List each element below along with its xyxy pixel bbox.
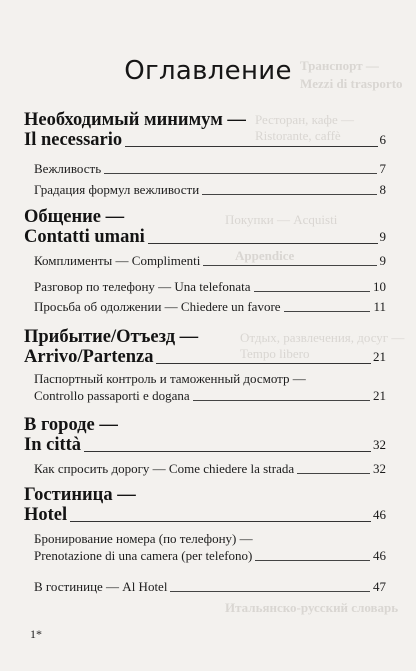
page-number: 8 [379, 182, 386, 197]
toc-entry [34, 278, 386, 295]
ghost-line: Итальянско-русский словарь [225, 600, 399, 615]
toc-entry-text: Просьба об одолжении — Chiedere un favore [34, 299, 281, 314]
toc-entry-line [34, 530, 386, 547]
leader-rule [104, 173, 376, 174]
toc-entry-text: В гостинице — Al Hotel [34, 579, 168, 594]
toc-entry-text: Градация формул вежливости [34, 182, 200, 197]
section-title-row [24, 130, 386, 150]
ghost-line: Покупки — Acquisti [225, 212, 338, 227]
toc-entry [34, 460, 386, 477]
toc-entry-text: Как спросить дорогу — Come chiedere la strada [34, 461, 295, 476]
page-number: 6 [379, 132, 386, 147]
toc-entry-line [34, 547, 386, 564]
section-title-it: Hotel [24, 505, 68, 525]
ghost-line: Отдых, развлечения, досуг — [240, 330, 405, 345]
section-title-row [24, 505, 386, 525]
section-title-row [24, 347, 386, 367]
leader-rule [156, 363, 371, 364]
toc-entry-line [34, 278, 386, 295]
toc-entry-line [34, 181, 386, 198]
leader-rule [284, 311, 371, 312]
toc-entry [34, 530, 386, 564]
page-number: 46 [373, 507, 386, 522]
section-title-it: In città [24, 435, 82, 455]
page-title: Оглавление [124, 56, 292, 86]
signature-mark: 1* [30, 627, 42, 641]
toc-entry [34, 298, 386, 315]
section-heading [24, 110, 386, 150]
toc-entry-line [34, 160, 386, 177]
toc-entry [34, 252, 386, 269]
toc-entry-line [34, 298, 386, 315]
page-number: 32 [373, 437, 386, 452]
leader-rule [202, 194, 376, 195]
leader-rule [148, 243, 378, 244]
page-number: 47 [373, 579, 386, 594]
toc-entry-line [34, 370, 386, 387]
page-number: 7 [379, 161, 386, 176]
section-title-it: Contatti umani [24, 227, 145, 247]
section-title-ru: В городе — [24, 415, 118, 435]
toc-entry-text: Вежливость [34, 161, 102, 176]
ghost-line: Mezzi di trasporto [300, 76, 403, 91]
page-number: 21 [373, 388, 386, 403]
page-number: 10 [373, 279, 386, 294]
page-number: 32 [373, 461, 386, 476]
leader-rule [297, 473, 370, 474]
toc-entry-line [34, 252, 386, 269]
leader-rule [70, 521, 371, 522]
page-number: 9 [379, 229, 386, 244]
ghost-line: Tempo libero [240, 346, 310, 361]
section-heading [24, 485, 386, 525]
toc-entry [34, 578, 386, 595]
leader-rule [170, 591, 370, 592]
toc-entry-line [34, 460, 386, 477]
leader-rule [255, 560, 370, 561]
toc-entry-text: Prenotazione di una camera (per telefono) [34, 548, 253, 563]
section-title-it: Il necessario [24, 130, 123, 150]
toc-entry-text: Разговор по телефону — Una telefonata [34, 279, 251, 294]
leader-rule [254, 291, 370, 292]
section-heading [24, 415, 386, 455]
ghost-line: Ristorante, caffè [255, 128, 341, 143]
toc-entry-line [34, 578, 386, 595]
toc-entry-text: Паспортный контроль и таможенный досмотр — [34, 371, 306, 386]
page-number: 9 [379, 253, 386, 268]
toc-entry [34, 181, 386, 198]
page-number: 21 [373, 349, 386, 364]
section-title-it: Arrivo/Partenza [24, 347, 154, 367]
section-title-ru: Необходимый минимум — [24, 110, 246, 130]
section-heading [24, 207, 386, 247]
toc-entry-text: Комплименты — Complimenti [34, 253, 201, 268]
section-title-ru: Гостиница — [24, 485, 136, 505]
toc-entry [34, 160, 386, 177]
toc-entry [34, 370, 386, 404]
toc-entry-text: Controllo passaporti e dogana [34, 388, 190, 403]
section-title-ru: Прибытие/Отъезд — [24, 327, 199, 347]
ghost-line: Транспорт — [300, 58, 379, 73]
page-number: 11 [373, 299, 386, 314]
ghost-line: Appendice [235, 248, 295, 263]
leader-rule [193, 400, 370, 401]
ghost-line: Ресторан, кафе — [255, 112, 354, 127]
section-title-row [24, 227, 386, 247]
leader-rule [203, 265, 376, 266]
section-title-ru: Общение — [24, 207, 125, 227]
toc-entry-text: Бронирование номера (по телефону) — [34, 531, 253, 546]
section-heading [24, 327, 386, 367]
page-number: 46 [373, 548, 386, 563]
section-title-row [24, 435, 386, 455]
leader-rule [125, 146, 377, 147]
leader-rule [84, 451, 371, 452]
toc-entry-line [34, 387, 386, 404]
